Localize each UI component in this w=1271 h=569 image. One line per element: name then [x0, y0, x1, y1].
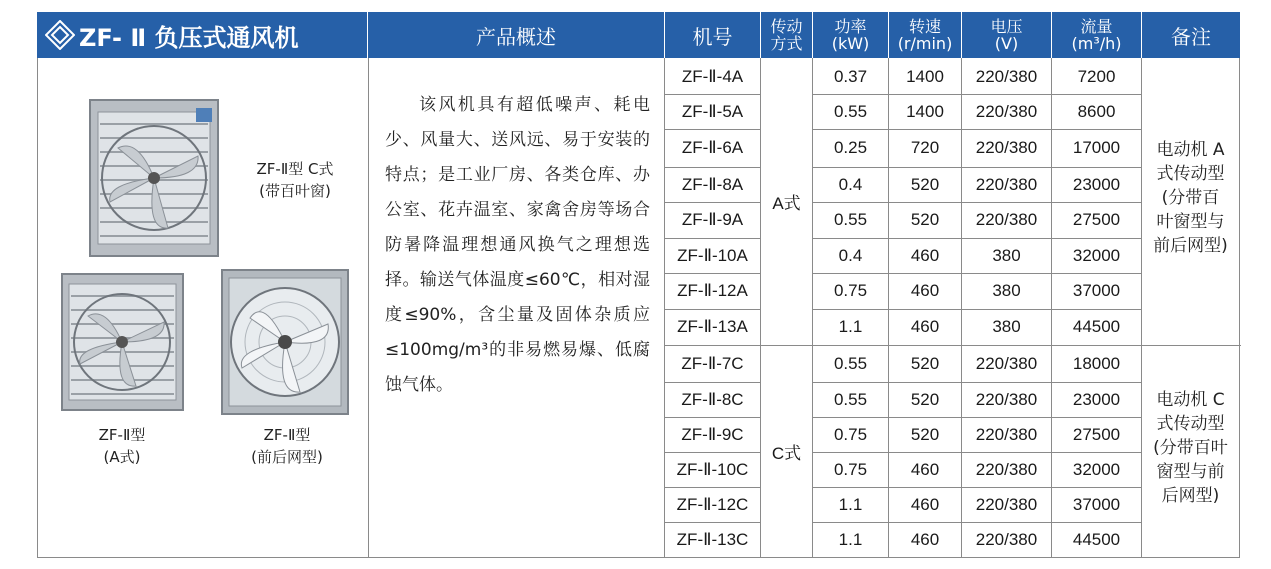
fan-a-type-image — [60, 272, 185, 412]
cell-power: 0.55 — [833, 101, 868, 121]
cell-speed: 460 — [910, 281, 940, 300]
divider — [1141, 58, 1142, 558]
page-title: ZF- Ⅱ 负压式通风机 — [79, 23, 299, 52]
cell-power: 0.75 — [833, 424, 868, 444]
cell-model: ZF-Ⅱ-8A — [681, 174, 744, 194]
cell-model: ZF-Ⅱ-7C — [681, 353, 744, 373]
header-voltage: 电压 (V) — [990, 17, 1023, 53]
cell-speed: 460 — [910, 317, 940, 336]
cell-speed: 460 — [910, 530, 940, 549]
cell-power: 0.55 — [833, 353, 868, 373]
cell-model: ZF-Ⅱ-13A — [677, 317, 748, 336]
cell-voltage: 220/380 — [975, 424, 1038, 444]
remark-line: 电动机 A — [1156, 140, 1225, 160]
cell-voltage: 220/380 — [975, 459, 1038, 479]
remark-line: 式传动型 — [1156, 414, 1225, 434]
cell-flow: 23000 — [1072, 389, 1121, 409]
header-remark: 备注 — [1171, 24, 1211, 49]
cell-speed: 520 — [910, 174, 940, 194]
cell-model: ZF-Ⅱ-13C — [676, 530, 749, 549]
cell-speed: 520 — [910, 210, 940, 229]
cell-power: 0.4 — [838, 245, 863, 265]
cell-flow: 37000 — [1072, 494, 1121, 514]
cell-voltage: 380 — [992, 281, 1021, 300]
caption-mesh-type: ZF-Ⅱ型 (前后网型) — [251, 426, 323, 466]
cell-voltage: 380 — [992, 245, 1021, 265]
cell-flow: 32000 — [1072, 459, 1121, 479]
remark-line: 式传动型 — [1156, 164, 1225, 184]
cell-power: 0.55 — [833, 389, 868, 409]
fan-mesh-type-image — [220, 268, 350, 416]
cell-power: 0.25 — [833, 138, 868, 157]
cell-flow: 27500 — [1072, 424, 1121, 444]
cell-flow: 7200 — [1077, 66, 1116, 86]
cell-power: 0.55 — [833, 210, 868, 229]
remark-line: 后网型) — [1161, 486, 1220, 506]
cell-flow: 27500 — [1072, 210, 1121, 229]
cell-voltage: 220/380 — [975, 530, 1038, 549]
cell-flow: 8600 — [1077, 101, 1116, 121]
drive-type-a: A式 — [772, 194, 801, 213]
cell-model: ZF-Ⅱ-12C — [676, 494, 749, 514]
cell-voltage: 220/380 — [975, 353, 1038, 373]
cell-speed: 1400 — [906, 101, 944, 121]
cell-flow: 18000 — [1072, 353, 1121, 373]
cell-speed: 720 — [910, 138, 940, 157]
remark-line: 叶窗型与 — [1156, 212, 1225, 232]
remark-a — [1143, 138, 1238, 258]
remark-line: 窗型与前 — [1156, 462, 1225, 482]
cell-voltage: 220/380 — [975, 389, 1038, 409]
caption-a-type: ZF-Ⅱ型 (A式) — [98, 426, 146, 466]
cell-power: 1.1 — [838, 494, 863, 514]
header-power: 功率 (kW) — [831, 17, 870, 53]
cell-speed: 520 — [910, 353, 940, 373]
remark-line: 电动机 C — [1156, 390, 1225, 410]
cell-power: 0.37 — [833, 66, 868, 86]
cell-voltage: 220/380 — [975, 174, 1038, 194]
cell-voltage: 220/380 — [975, 138, 1038, 157]
cell-flow: 37000 — [1072, 281, 1121, 300]
cell-model: ZF-Ⅱ-4A — [681, 66, 744, 86]
cell-model: ZF-Ⅱ-10C — [676, 459, 749, 479]
header-model: 机号 — [692, 24, 733, 49]
cell-power: 1.1 — [838, 317, 863, 336]
cell-voltage: 220/380 — [975, 66, 1038, 86]
cell-power: 1.1 — [838, 530, 863, 549]
cell-speed: 1400 — [906, 66, 944, 86]
cell-flow: 44500 — [1072, 317, 1121, 336]
cell-model: ZF-Ⅱ-5A — [681, 101, 744, 121]
cell-voltage: 220/380 — [975, 101, 1038, 121]
cell-model: ZF-Ⅱ-12A — [677, 281, 748, 300]
cell-speed: 460 — [910, 494, 940, 514]
cell-voltage: 220/380 — [975, 494, 1038, 514]
remark-c — [1143, 388, 1238, 508]
header-drive: 传动 方式 — [770, 17, 803, 53]
cell-model: ZF-Ⅱ-9C — [681, 424, 744, 444]
remark-line: (分带百 — [1161, 188, 1220, 208]
drive-type-c: C式 — [771, 444, 802, 463]
cell-model: ZF-Ⅱ-10A — [677, 245, 748, 265]
cell-power: 0.4 — [838, 174, 863, 194]
cell-flow: 17000 — [1072, 138, 1121, 157]
cell-model: ZF-Ⅱ-6A — [681, 138, 744, 157]
cell-flow: 32000 — [1072, 245, 1121, 265]
cell-voltage: 380 — [992, 317, 1021, 336]
cell-speed: 520 — [910, 424, 940, 444]
cell-model: ZF-Ⅱ-8C — [681, 389, 744, 409]
cell-speed: 460 — [910, 459, 940, 479]
remark-line: 前后网型) — [1153, 236, 1228, 256]
remark-line: (分带百叶 — [1153, 438, 1228, 458]
cell-model: ZF-Ⅱ-9A — [681, 210, 744, 229]
cell-voltage: 220/380 — [975, 210, 1038, 229]
header-speed: 转速 (r/min) — [897, 17, 953, 53]
cell-power: 0.75 — [833, 459, 868, 479]
header-flow: 流量 (m³/h) — [1071, 17, 1122, 53]
divider — [368, 58, 369, 558]
cell-speed: 520 — [910, 389, 940, 409]
header-bar — [37, 12, 1240, 58]
caption-c-type: ZF-Ⅱ型 C式 (带百叶窗) — [256, 160, 334, 200]
cell-speed: 460 — [910, 245, 940, 265]
cell-power: 0.75 — [833, 281, 868, 300]
cell-flow: 23000 — [1072, 174, 1121, 194]
product-description: 该风机具有超低噪声、耗电少、风量大、送风远、易于安装的特点；是工业厂房、各类仓库、办公室、花卉温室、家禽舍房等场合防暑降温理想通风换气之理想选择。输送气体温度≤60℃，相对湿度≤90%，含尘量及固体杂质应≤100mg/m³的非易燃易爆、低腐蚀气体。 — [385, 95, 650, 395]
cell-flow: 44500 — [1072, 530, 1121, 549]
header-overview: 产品概述 — [476, 24, 556, 49]
fan-c-type-image — [88, 98, 220, 258]
